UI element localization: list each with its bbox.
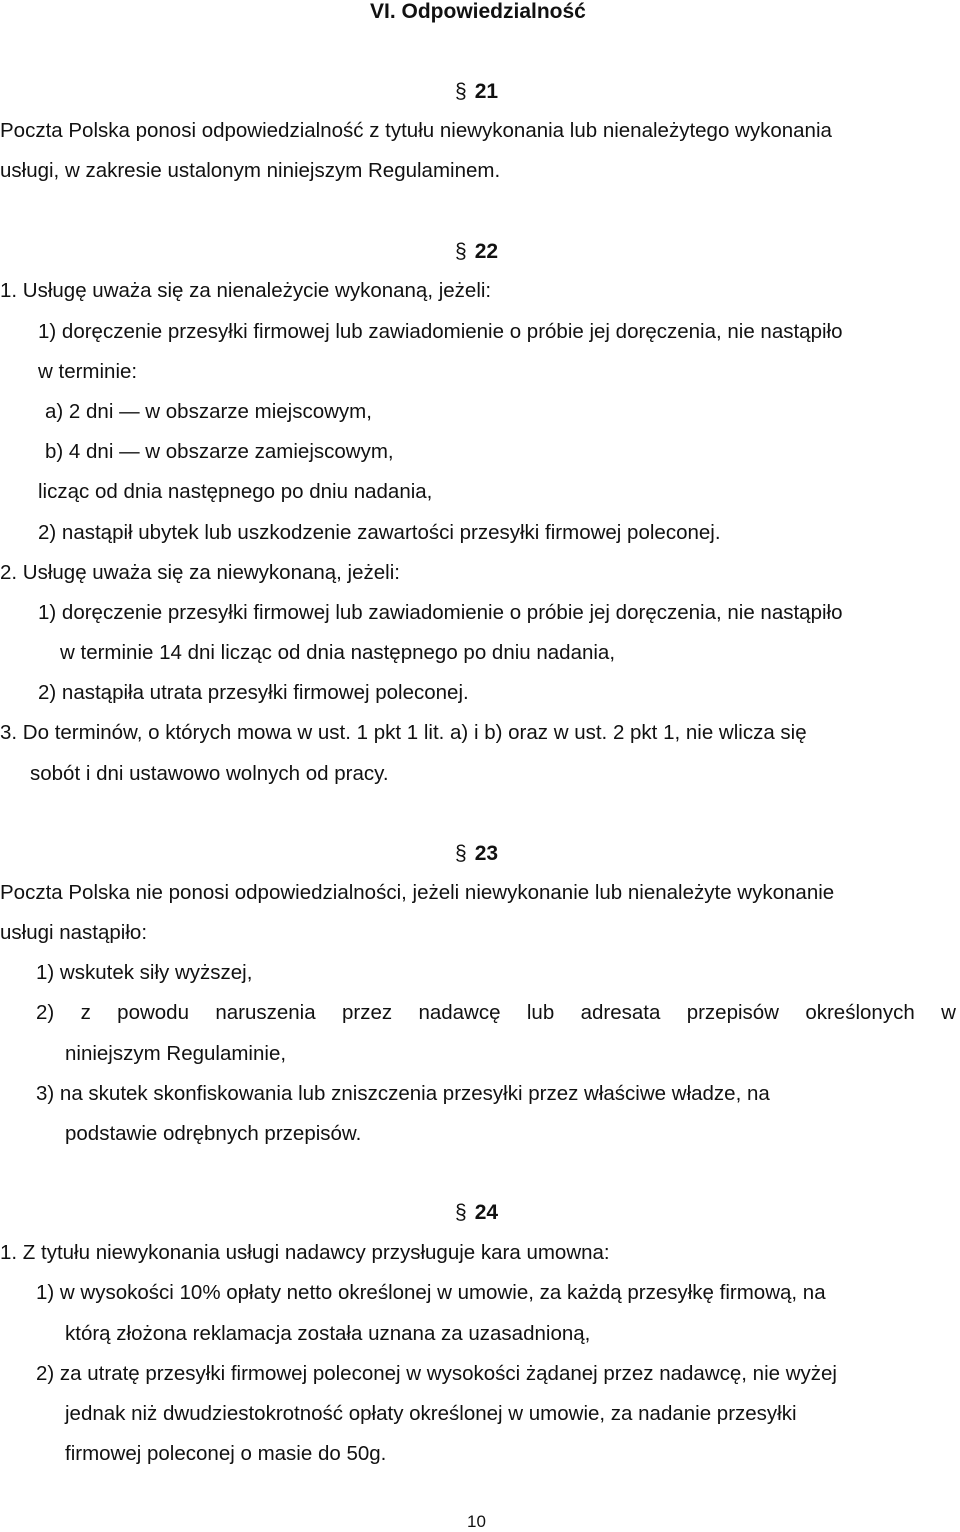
- paragraph-line: Poczta Polska nie ponosi odpowiedzialności, jeżeli niewykonanie lub nienależyte wykonanie: [0, 881, 835, 904]
- list-item-continuation: w terminie 14 dni licząc od dnia następnego po dniu nadania,: [60, 641, 616, 664]
- list-item-continuation: podstawie odrębnych przepisów.: [65, 1122, 362, 1145]
- list-item-continuation: w terminie:: [38, 360, 138, 383]
- section-heading-23: § 23: [455, 842, 498, 866]
- section-heading-24: § 24: [455, 1201, 498, 1225]
- section-heading-22: § 22: [455, 240, 498, 264]
- list-item: 1) wskutek siły wyższej,: [36, 961, 253, 984]
- page-number: 10: [467, 1512, 486, 1531]
- paragraph-line: usługi nastąpiło:: [0, 921, 148, 944]
- list-item: 1) doręczenie przesyłki firmowej lub zawiadomienie o próbie jej doręczenia, nie nastąpiło: [38, 601, 843, 624]
- list-item-continuation: którą złożona reklamacja została uznana za uzasadnioną,: [65, 1322, 591, 1345]
- list-item: 3) na skutek skonfiskowania lub zniszczenia przesyłki przez właściwe władze, na: [36, 1082, 770, 1105]
- list-item: b) 4 dni — w obszarze zamiejscowym,: [45, 440, 394, 463]
- list-item: 2) za utratę przesyłki firmowej poleconej w wysokości żądanej przez nadawcę, nie wyżej: [36, 1362, 837, 1385]
- list-item-continuation: niniejszym Regulaminie,: [65, 1042, 287, 1065]
- list-item: 1) doręczenie przesyłki firmowej lub zawiadomienie o próbie jej doręczenia, nie nastąpiło: [38, 320, 843, 343]
- list-item-continuation: sobót i dni ustawowo wolnych od pracy.: [30, 762, 389, 785]
- list-item-continuation: jednak niż dwudziestokrotność opłaty określonej w umowie, za nadanie przesyłki: [65, 1402, 797, 1425]
- list-item-continuation: firmowej poleconej o masie do 50g.: [65, 1442, 387, 1465]
- list-item: a) 2 dni — w obszarze miejscowym,: [45, 400, 372, 423]
- section-heading-21: § 21: [455, 80, 498, 104]
- list-item: 2) nastąpiła utrata przesyłki firmowej poleconej.: [38, 681, 469, 704]
- paragraph-line: licząc od dnia następnego po dniu nadania,: [38, 480, 433, 503]
- list-item: 3. Do terminów, o których mowa w ust. 1 pkt 1 lit. a) i b) oraz w ust. 2 pkt 1, nie wlicza się: [0, 721, 807, 744]
- list-item: 1. Z tytułu niewykonania usługi nadawcy przysługuje kara umowna:: [0, 1241, 610, 1264]
- chapter-title: VI. Odpowiedzialność: [370, 0, 586, 23]
- list-item: 2. Usługę uważa się za niewykonaną, jeżeli:: [0, 561, 400, 584]
- list-item: 1) w wysokości 10% opłaty netto określonej w umowie, za każdą przesyłkę firmową, na: [36, 1281, 826, 1304]
- list-item: 2) nastąpił ubytek lub uszkodzenie zawartości przesyłki firmowej poleconej.: [38, 521, 721, 544]
- paragraph-line: usługi, w zakresie ustalonym niniejszym Regulaminem.: [0, 159, 501, 182]
- list-item: 2) z powodu naruszenia przez nadawcę lub adresata przepisów określonych w: [36, 1001, 956, 1024]
- list-item: 1. Usługę uważa się za nienależycie wykonaną, jeżeli:: [0, 279, 492, 302]
- paragraph-line: Poczta Polska ponosi odpowiedzialność z tytułu niewykonania lub nienależytego wykonania: [0, 119, 832, 142]
